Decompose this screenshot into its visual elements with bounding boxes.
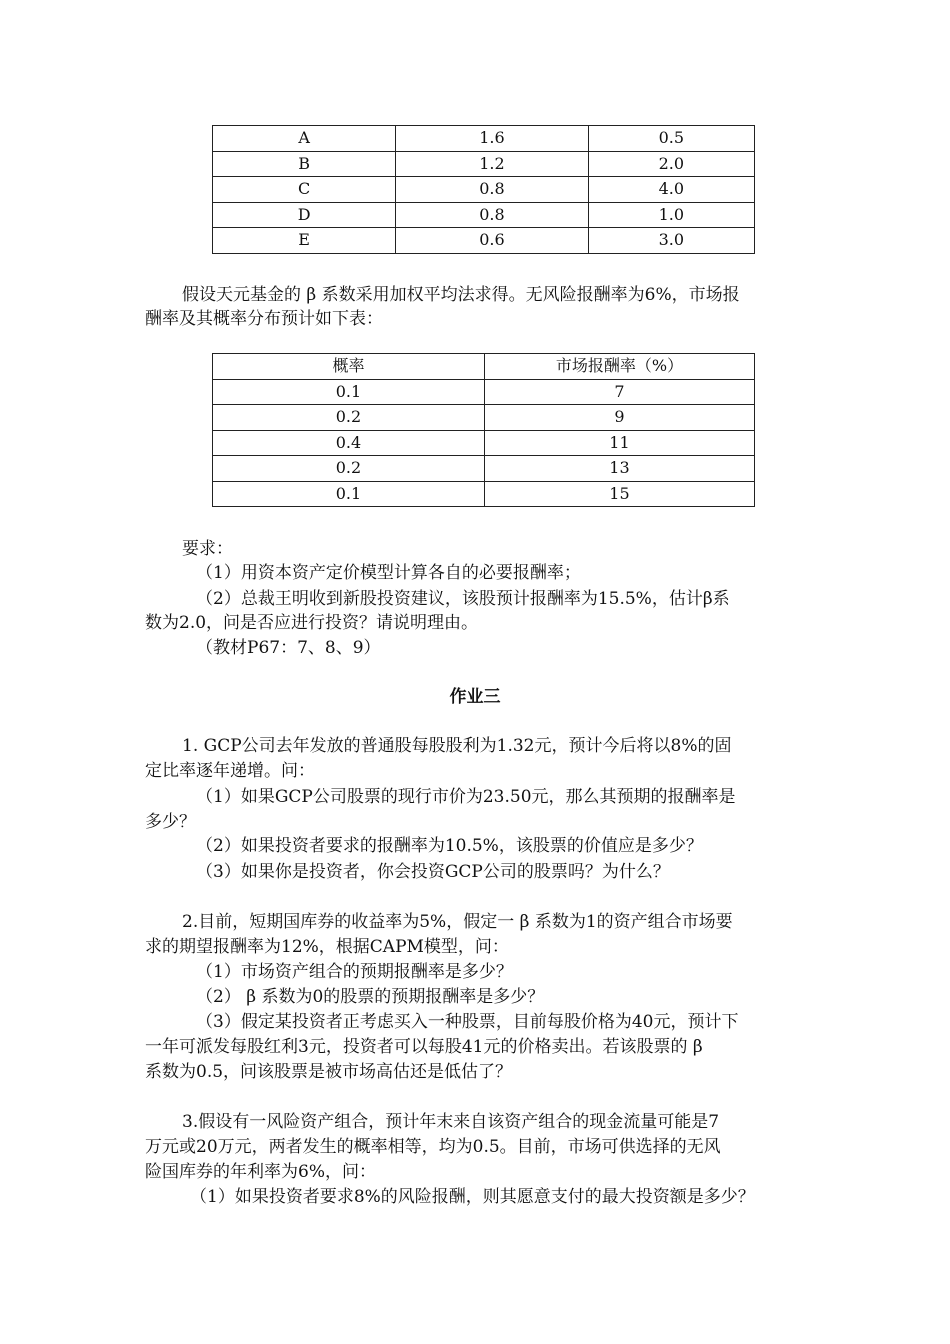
q2-sub2: （2） β 系数为0的股票的预期报酬率是多少？	[196, 987, 545, 1007]
q2-sub1: （1）市场资产组合的预期报酬率是多少？	[196, 962, 513, 982]
q3-sub1: （1）如果投资者要求8%的风险报酬，则其愿意支付的最大投资额是多少？	[190, 1187, 755, 1207]
table-row	[213, 177, 755, 203]
q1-line-2: 定比率逐年递增。问：	[145, 761, 315, 781]
textbook-reference: （教材P67：7、8、9）	[196, 638, 381, 658]
table-cell: 1.6	[396, 126, 588, 152]
table-cell: 0.1	[213, 481, 485, 507]
table-row	[213, 202, 755, 228]
table-cell: B	[213, 151, 396, 177]
table-cell: 0.8	[396, 177, 588, 203]
table-cell: 3.0	[588, 228, 754, 254]
table-cell: 13	[484, 456, 754, 482]
table-cell: 1.2	[396, 151, 588, 177]
table-row	[213, 481, 755, 507]
table-cell: 0.4	[213, 430, 485, 456]
q3-line-1: 3.假设有一风险资产组合，预计年末来自该资产组合的现金流量可能是7	[182, 1112, 720, 1132]
table-cell: 0.8	[396, 202, 588, 228]
intro-line-2: 酬率及其概率分布预计如下表：	[145, 309, 383, 329]
q1-sub1-line-2: 多少？	[145, 812, 196, 832]
q1-sub1-line-1: （1）如果GCP公司股票的现行市价为23.50元，那么其预期的报酬率是	[196, 787, 736, 807]
table-cell: 4.0	[588, 177, 754, 203]
table-row	[213, 405, 755, 431]
table-row	[213, 228, 755, 254]
requirement-2-line-2: 数为2.0，问是否应进行投资？请说明理由。	[145, 613, 479, 633]
table-cell: 1.0	[588, 202, 754, 228]
table-cell: 11	[484, 430, 754, 456]
requirement-2-line-1: （2）总裁王明收到新股投资建议，该股预计报酬率为15.5%，估计β系	[196, 589, 730, 609]
q2-line-2: 求的期望报酬率为12%，根据CAPM模型，问：	[145, 937, 509, 957]
table-row	[213, 430, 755, 456]
requirement-1: （1）用资本资产定价模型计算各自的必要报酬率；	[196, 563, 581, 583]
table-cell: 0.2	[213, 405, 485, 431]
table-cell: 9	[484, 405, 754, 431]
requirements-title: 要求：	[182, 539, 233, 559]
table-cell: D	[213, 202, 396, 228]
table-header-cell: 概率	[213, 354, 485, 380]
q2-sub3-line-1: （3）假定某投资者正考虑买入一种股票，目前每股价格为40元，预计下	[196, 1012, 739, 1032]
table-row	[213, 379, 755, 405]
market-return-table-body	[213, 354, 755, 507]
q2-sub3-line-3: 系数为0.5，问该股票是被市场高估还是低估了？	[145, 1062, 513, 1082]
table-cell: 15	[484, 481, 754, 507]
q1-line-1: 1. GCP公司去年发放的普通股每股股利为1.32元，预计今后将以8%的固	[182, 736, 732, 756]
table-cell: 0.5	[588, 126, 754, 152]
beta-weight-table-body	[213, 126, 755, 254]
table-cell: A	[213, 126, 396, 152]
q3-line-3: 险国库券的年利率为6%，问：	[145, 1162, 376, 1182]
table-cell: 0.2	[213, 456, 485, 482]
table-header-cell: 市场报酬率（%）	[484, 354, 754, 380]
q1-sub2: （2）如果投资者要求的报酬率为10.5%，该股票的价值应是多少？	[196, 836, 703, 856]
section-title: 作业三	[449, 687, 501, 707]
table-row	[213, 456, 755, 482]
table-row	[213, 126, 755, 152]
q2-line-1: 2.目前，短期国库券的收益率为5%，假定一 β 系数为1的资产组合市场要	[182, 912, 733, 932]
beta-weight-table	[212, 125, 755, 254]
q3-line-2: 万元或20万元，两者发生的概率相等，均为0.5。目前，市场可供选择的无风	[145, 1137, 721, 1157]
q1-sub3: （3）如果你是投资者，你会投资GCP公司的股票吗？为什么？	[196, 862, 670, 882]
table-cell: E	[213, 228, 396, 254]
table-cell: 7	[484, 379, 754, 405]
table-row	[213, 151, 755, 177]
q2-sub3-line-2: 一年可派发每股红利3元，投资者可以每股41元的价格卖出。若该股票的 β	[145, 1037, 703, 1057]
market-return-table	[212, 353, 755, 507]
table-cell: C	[213, 177, 396, 203]
table-cell: 0.1	[213, 379, 485, 405]
table-header-row	[213, 354, 755, 380]
table-cell: 2.0	[588, 151, 754, 177]
intro-line-1: 假设天元基金的 β 系数采用加权平均法求得。无风险报酬率为6%，市场报	[182, 285, 740, 305]
table-cell: 0.6	[396, 228, 588, 254]
